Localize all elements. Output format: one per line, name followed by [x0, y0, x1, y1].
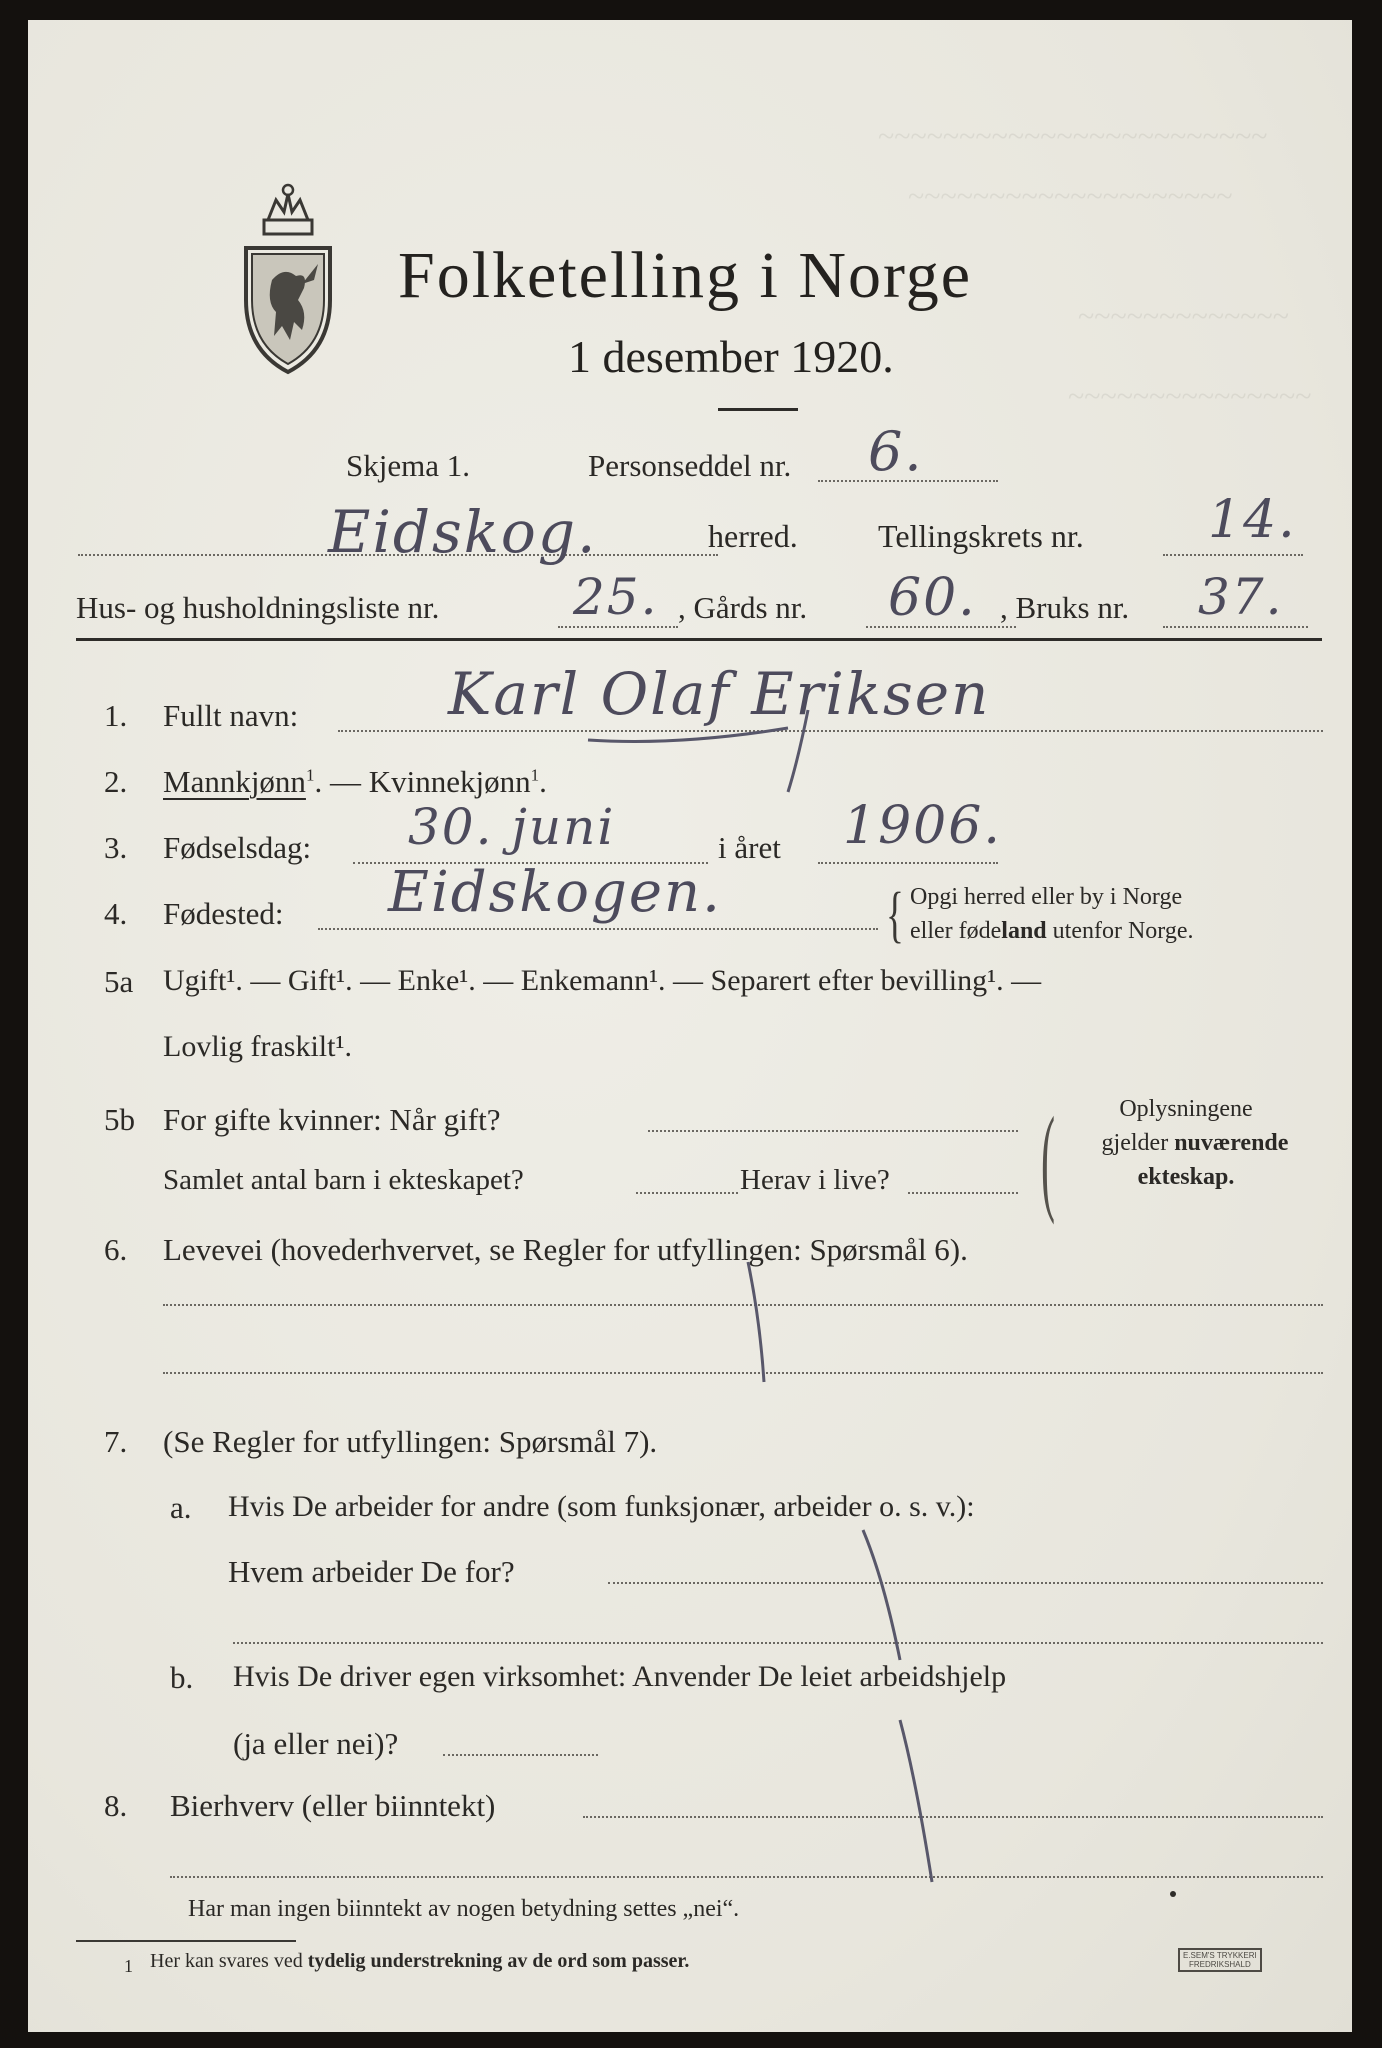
- q4-brace: {: [885, 881, 904, 949]
- q3-number: 3.: [104, 830, 128, 865]
- q5b-note-3: ekteskap.: [1137, 1164, 1235, 1190]
- footnote-text: Her kan svares ved tydelig understrekning av de ord som passer.: [150, 1950, 690, 1972]
- q6-label: Levevei (hovederhvervet, se Regler for utfyllingen: Spørsmål 6).: [163, 1232, 968, 1267]
- hus-value[interactable]: 25.: [573, 568, 659, 626]
- bleed-through-text: ~~~~~~~~~~~~~~~~~~~~: [908, 180, 1233, 213]
- q4-note-1: Opgi herred eller by i Norge: [910, 884, 1183, 910]
- q6-number: 6.: [104, 1232, 128, 1267]
- q5b-children-label: Samlet antal barn i ekteskapet?: [163, 1164, 524, 1196]
- q7a-line-1: Hvis De arbeider for andre (som funksjonær, arbeider o. s. v.):: [228, 1490, 975, 1523]
- q5a-number: 5a: [104, 964, 134, 999]
- q5b-note-1: Oplysningene: [1119, 1096, 1253, 1122]
- herred-label: herred.: [708, 518, 798, 554]
- q4-number: 4.: [104, 896, 128, 931]
- q3-label: Fødselsdag:: [163, 830, 312, 865]
- pen-strokes: [28, 20, 1352, 2032]
- marital-status-options[interactable]: Ugift¹. — Gift¹. — Enke¹. — Enkemann¹. — Separert efter bevilling¹. —: [163, 964, 1042, 997]
- q2-number: 2.: [104, 764, 128, 799]
- bleed-through-text: ~~~~~~~~~~~~~~~: [1068, 380, 1312, 413]
- tellingskrets-value[interactable]: 14.: [1208, 490, 1297, 550]
- full-name-value[interactable]: Karl Olaf Eriksen: [448, 660, 991, 728]
- birthyear-value[interactable]: 1906.: [843, 796, 1002, 856]
- q7b-line-1: Hvis De driver egen virksomhet: Anvender De leiet arbeidshjelp: [233, 1660, 1007, 1693]
- gards-value[interactable]: 60.: [888, 568, 977, 628]
- bruks-value[interactable]: 37.: [1198, 568, 1284, 626]
- q8-label: Bierhverv (eller biinntekt): [170, 1788, 496, 1823]
- personseddel-value[interactable]: 6.: [868, 420, 924, 483]
- form-date: 1 desember 1920.: [568, 331, 894, 382]
- q7a-letter: a.: [170, 1490, 192, 1525]
- q5b-alive-label: Herav i live?: [740, 1164, 890, 1196]
- q7-label: (Se Regler for utfyllingen: Spørsmål 7).: [163, 1424, 658, 1459]
- female-option[interactable]: Kvinnekjønn: [368, 764, 531, 799]
- personseddel-label: Personseddel nr.: [588, 448, 792, 483]
- q7a-line-2: Hvem arbeider De for?: [228, 1554, 515, 1589]
- hus-label: Hus- og husholdningsliste nr.: [76, 590, 440, 625]
- q4-note-2: eller fødeland utenfor Norge.: [910, 918, 1194, 944]
- bruks-label: , Bruks nr.: [1000, 590, 1130, 625]
- male-option[interactable]: Mannkjønn: [163, 764, 306, 799]
- gender-options: Mannkjønn$^1$. — Kvinnekjønn$^1$.: [163, 764, 547, 799]
- bleed-through-text: ~~~~~~~~~~~~~~~~~~~~~~~~: [878, 120, 1268, 153]
- footnote-marker: 1: [124, 1956, 133, 1976]
- q8-number: 8.: [104, 1788, 128, 1823]
- q1-number: 1.: [104, 698, 128, 733]
- gards-label: , Gårds nr.: [678, 590, 808, 625]
- skjema-label: Skjema 1.: [346, 448, 470, 483]
- birthplace-value[interactable]: Eidskogen.: [388, 860, 722, 925]
- q4-label: Fødested:: [163, 896, 284, 931]
- q3-year-label: i året: [718, 830, 781, 865]
- q5b-bracket: (: [1040, 1092, 1055, 1225]
- form-title: Folketelling i Norge: [398, 239, 973, 312]
- footnote-rule: [76, 1940, 296, 1942]
- census-form: [28, 20, 1352, 2032]
- q5b-note-2: gjelder nuværende: [1101, 1130, 1289, 1156]
- printer-stamp: E.SEM'S TRYKKERI FREDRIKSHALD: [1178, 1948, 1262, 1972]
- q5b-line-1: For gifte kvinner: Når gift?: [163, 1102, 501, 1137]
- q7b-letter: b.: [170, 1660, 194, 1695]
- q7-number: 7.: [104, 1424, 128, 1459]
- no-income-note: Har man ingen biinntekt av nogen betydning settes „nei“.: [188, 1896, 740, 1922]
- tellingskrets-label: Tellingskrets nr.: [878, 518, 1084, 554]
- bleed-through-text: ~~~~~~~~~~~~~: [1078, 300, 1289, 333]
- birthday-value[interactable]: 30. juni: [408, 798, 616, 856]
- herred-value[interactable]: Eidskog.: [328, 498, 598, 566]
- q1-label: Fullt navn:: [163, 698, 299, 733]
- marital-status-divorced[interactable]: Lovlig fraskilt¹.: [163, 1030, 352, 1063]
- q5b-number: 5b: [104, 1102, 135, 1137]
- q7b-line-2: (ja eller nei)?: [233, 1726, 399, 1761]
